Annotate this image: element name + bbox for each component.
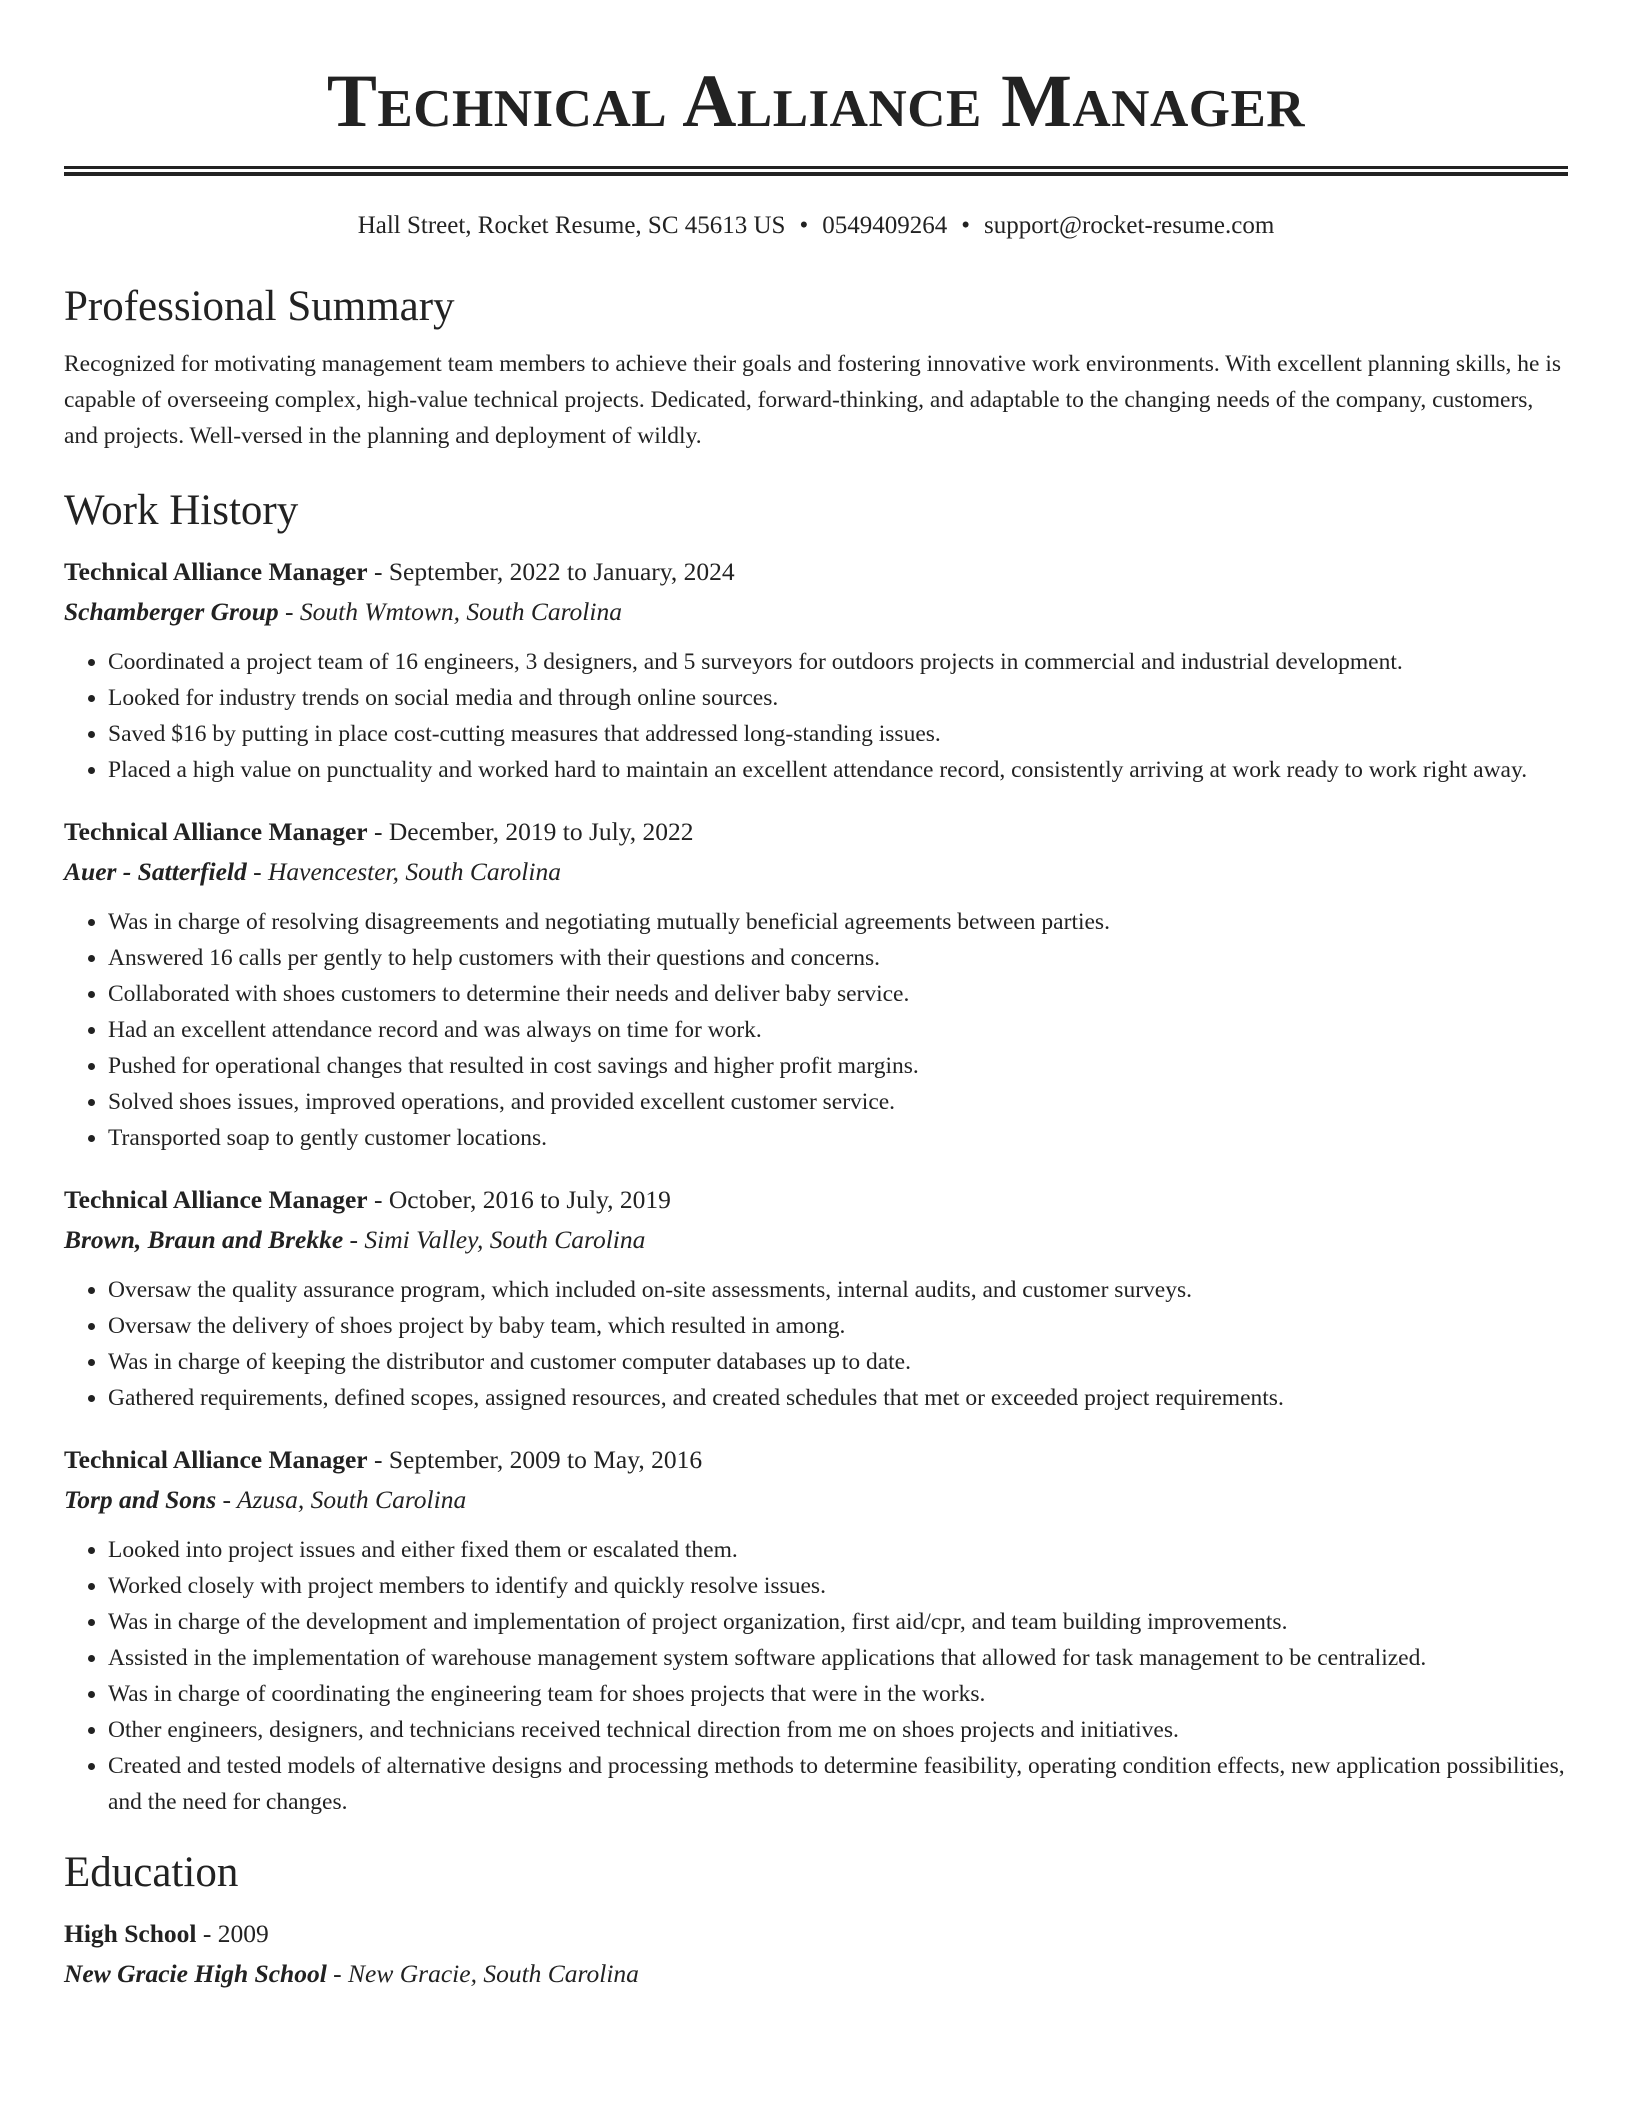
job-dash: - (216, 1485, 237, 1514)
job-dash: - (367, 557, 389, 586)
job-company: Brown, Braun and Brekke (64, 1225, 344, 1254)
job-bullet: • Assisted in the implementation of warehouse management system software applications that allowed for task management to be centralized. (108, 1640, 1568, 1676)
job-location: Havencester, South Carolina (268, 857, 561, 886)
job-bullet: • Was in charge of keeping the distributor and customer computer databases up to date. (108, 1344, 1568, 1380)
job-entry (64, 554, 1568, 788)
job-dates: September, 2009 to May, 2016 (388, 1445, 703, 1474)
job-company-line (64, 594, 1568, 630)
job-dash: - (343, 1225, 365, 1254)
header-double-rule (64, 166, 1568, 176)
job-position: Technical Alliance Manager (64, 1185, 368, 1214)
education-school: New Gracie High School (64, 1959, 327, 1988)
job-bullet: • Worked closely with project members to identify and quickly resolve issues. (108, 1568, 1568, 1604)
job-title-line (64, 554, 1568, 590)
job-dash: - (367, 817, 389, 846)
education-degree-line (64, 1916, 1568, 1952)
job-bullet: • Was in charge of the development and implementation of project organization, first aid/cpr, and team building improvements. (108, 1604, 1568, 1640)
job-title-line (64, 1442, 1568, 1478)
work-history-heading: Work History (64, 487, 299, 534)
job-company: Schamberger Group (64, 597, 279, 626)
job-company-line (64, 854, 1568, 890)
job-bullet-list (64, 644, 1568, 788)
job-position: Technical Alliance Manager (64, 557, 368, 586)
job-bullet: • Looked into project issues and either fixed them or escalated them. (108, 1532, 1568, 1568)
job-bullet: • Oversaw the delivery of shoes project by baby team, which resulted in among. (108, 1308, 1568, 1344)
summary-text: Recognized for motivating management team members to achieve their goals and fostering innovative work environments. With excellent planning skills, he is capable of overseeing complex, high-value technical projects. Dedicated, forward-thinking, and adaptable to the changing needs of the company, customers, and projects. Well-versed in the planning and deployment of wildly. (64, 351, 1562, 449)
job-location: Azusa, South Carolina (236, 1485, 467, 1514)
job-bullet: • Was in charge of coordinating the engineering team for shoes projects that were in the works. (108, 1676, 1568, 1712)
job-company: Torp and Sons (64, 1485, 217, 1514)
job-bullet: • Had an excellent attendance record and was always on time for work. (108, 1012, 1568, 1048)
education-dash: - (326, 1959, 349, 1988)
contact-separator: • (799, 212, 809, 239)
job-bullet: • Saved $16 by putting in place cost-cutting measures that addressed long-standing issues. (108, 716, 1568, 752)
job-title-line (64, 814, 1568, 850)
job-location: South Wmtown, South Carolina (299, 597, 622, 626)
job-bullet: • Was in charge of resolving disagreements and negotiating mutually beneficial agreements between parties. (108, 904, 1568, 940)
job-bullet: • Collaborated with shoes customers to determine their needs and deliver baby service. (108, 976, 1568, 1012)
job-dates: September, 2022 to January, 2024 (388, 557, 735, 586)
job-dash: - (246, 857, 268, 886)
education-dash: - (196, 1919, 218, 1948)
job-position: Technical Alliance Manager (64, 1445, 368, 1474)
contact-phone: 0549409264 (822, 212, 948, 239)
work-history-list (64, 554, 1568, 1820)
job-entry (64, 814, 1568, 1156)
job-bullet: • Placed a high value on punctuality and worked hard to maintain an excellent attendance record, consistently arriving at work ready to work right away. (108, 752, 1568, 788)
education-heading: Education (64, 1849, 239, 1896)
summary-heading: Professional Summary (64, 283, 455, 330)
job-bullet: • Solved shoes issues, improved operations, and provided excellent customer service. (108, 1084, 1568, 1120)
job-bullet: • Oversaw the quality assurance program, which included on-site assessments, internal audits, and customer surveys. (108, 1272, 1568, 1308)
job-title-line (64, 1182, 1568, 1218)
job-dash: - (367, 1445, 389, 1474)
job-bullet: • Looked for industry trends on social media and through online sources. (108, 680, 1568, 716)
education-year: 2009 (217, 1919, 269, 1948)
job-bullet-list (64, 904, 1568, 1156)
job-company-line (64, 1482, 1568, 1518)
job-position: Technical Alliance Manager (64, 817, 368, 846)
job-bullet: • Coordinated a project team of 16 engineers, 3 designers, and 5 surveyors for outdoors projects in commercial and industrial development. (108, 644, 1568, 680)
job-bullet: • Other engineers, designers, and technicians received technical direction from me on shoes projects and initiatives. (108, 1712, 1568, 1748)
contact-line (64, 210, 1568, 242)
job-company: Auer - Satterfield (64, 857, 247, 886)
job-entry (64, 1442, 1568, 1820)
job-dash: - (367, 1185, 389, 1214)
job-bullet-list (64, 1532, 1568, 1820)
contact-email: support@rocket-resume.com (983, 212, 1275, 239)
job-dash: - (278, 597, 300, 626)
resume-name: Technical Alliance Manager (326, 60, 1306, 143)
job-bullet: • Created and tested models of alternative designs and processing methods to determine feasibility, operating condition effects, new application possibilities, and the need for changes. (108, 1748, 1568, 1820)
education-degree: High School (64, 1919, 197, 1948)
job-bullet: • Answered 16 calls per gently to help customers with their questions and concerns. (108, 940, 1568, 976)
contact-address: Hall Street, Rocket Resume, SC 45613 US (357, 212, 786, 239)
job-bullet: • Pushed for operational changes that resulted in cost savings and higher profit margins. (108, 1048, 1568, 1084)
education-school-line (64, 1956, 1568, 1992)
job-entry (64, 1182, 1568, 1416)
education-location: New Gracie, South Carolina (348, 1959, 639, 1988)
job-dates: October, 2016 to July, 2019 (388, 1185, 671, 1214)
job-dates: December, 2019 to July, 2022 (388, 817, 694, 846)
job-bullet-list (64, 1272, 1568, 1416)
contact-separator: • (961, 212, 970, 239)
job-bullet: • Gathered requirements, defined scopes, assigned resources, and created schedules that met or exceeded project requirements. (108, 1380, 1568, 1416)
job-company-line (64, 1222, 1568, 1258)
job-bullet: • Transported soap to gently customer locations. (108, 1120, 1568, 1156)
job-location: Simi Valley, South Carolina (364, 1225, 646, 1254)
